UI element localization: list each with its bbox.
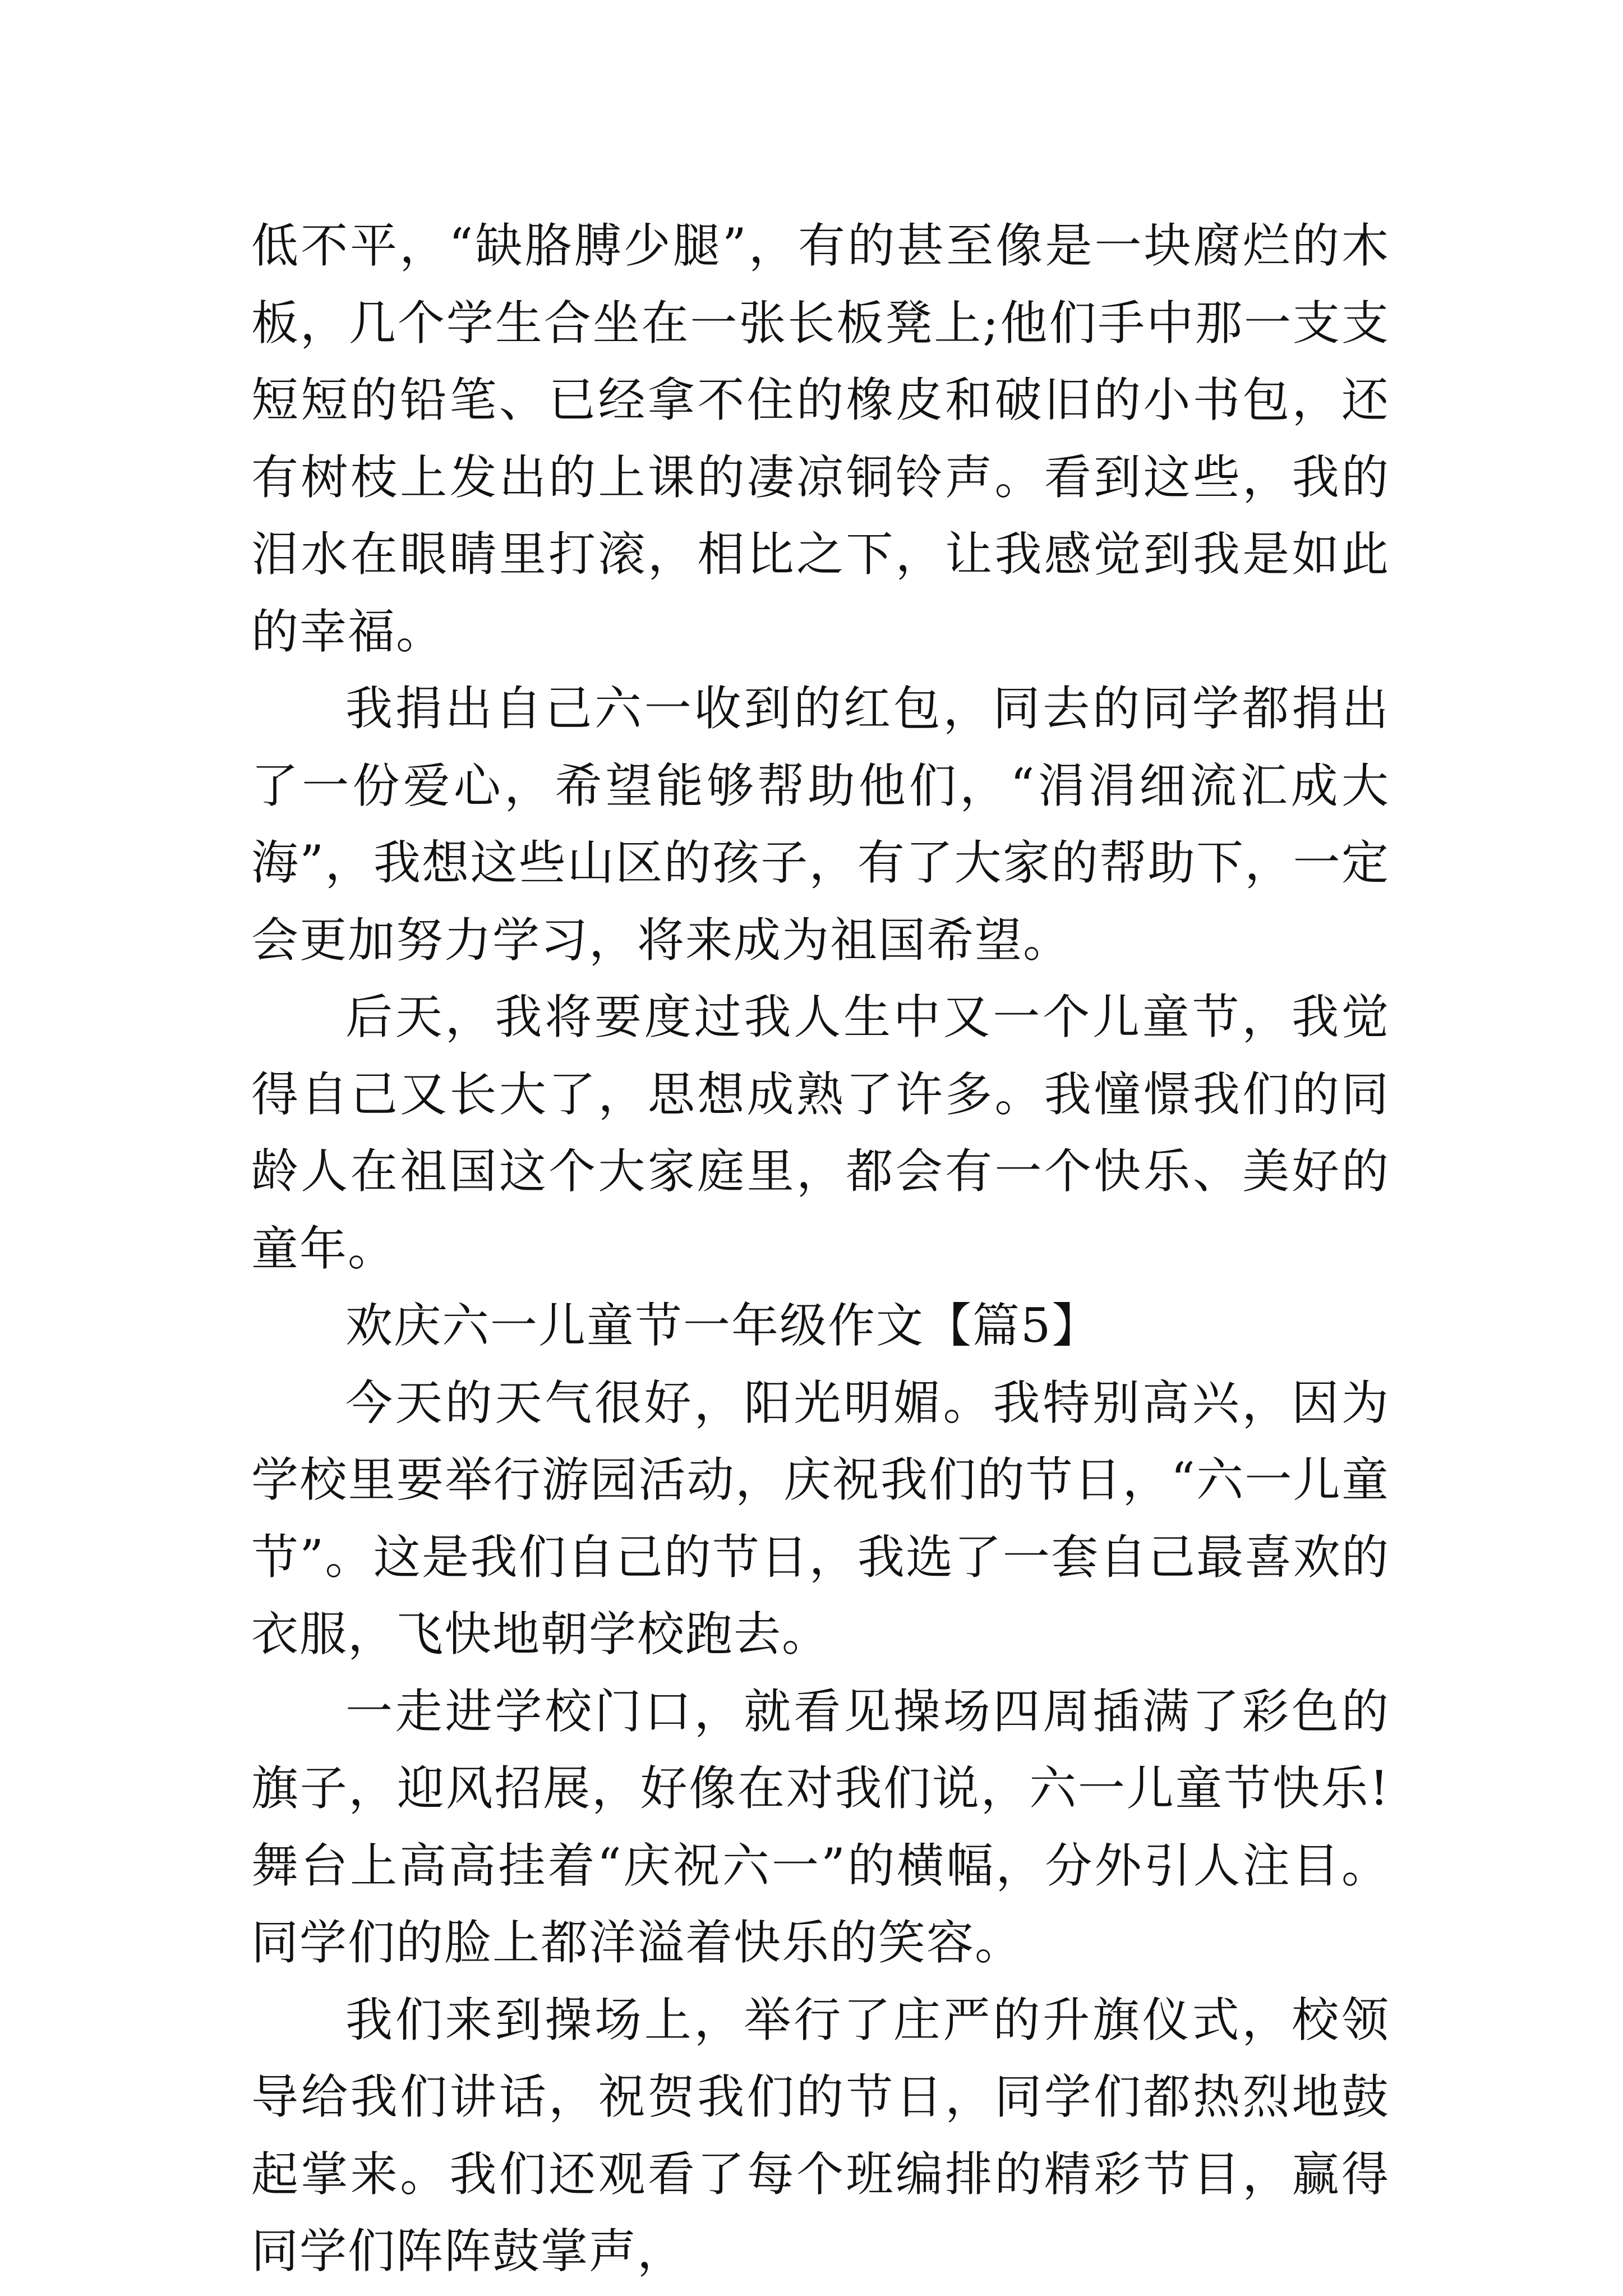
section-heading: 欢庆六一儿童节一年级作文【篇5】 bbox=[345, 1298, 1100, 1353]
paragraph: 我们来到操场上，举行了庄严的升旗仪式，校领导给我们讲话，祝贺我们的节日，同学们都热烈地鼓起掌来。我们还观看了每个班编排的精彩节目，赢得同学们阵阵鼓掌声， bbox=[251, 1992, 1390, 2279]
document-body bbox=[251, 208, 1390, 2290]
paragraph: 后天，我将要度过我人生中又一个儿童节，我觉得自己又长大了，思想成熟了许多。我憧憬我们的同龄人在祖国这个大家庭里，都会有一个快乐、美好的童年。 bbox=[251, 990, 1390, 1276]
paragraph: 今天的天气很好，阳光明媚。我特别高兴，因为学校里要举行游园活动，庆祝我们的节日，“六一儿童节”。这是我们自己的节日，我选了一套自己最喜欢的衣服，飞快地朝学校跑去。 bbox=[251, 1375, 1390, 1662]
paragraph: 我捐出自己六一收到的红包，同去的同学都捐出了一份爱心，希望能够帮助他们，“涓涓细流汇成大海”，我想这些山区的孩子，有了大家的帮助下，一定会更加努力学习，将来成为祖国希望。 bbox=[251, 681, 1390, 968]
paragraph: 一走进学校门口，就看见操场四周插满了彩色的旗子，迎风招展，好像在对我们说，六一儿童节快乐!舞台上高高挂着“庆祝六一”的横幅，分外引人注目。同学们的脸上都洋溢着快乐的笑容。 bbox=[251, 1683, 1390, 1970]
paragraph-continued: 低不平，“缺胳膊少腿”，有的甚至像是一块腐烂的木板，几个学生合坐在一张长板凳上;他们手中那一支支短短的铅笔、已经拿不住的橡皮和破旧的小书包，还有树枝上发出的上课的凄凉铜铃声。看到这些，我的泪水在眼睛里打滚，相比之下，让我感觉到我是如此的幸福。 bbox=[251, 218, 1390, 659]
